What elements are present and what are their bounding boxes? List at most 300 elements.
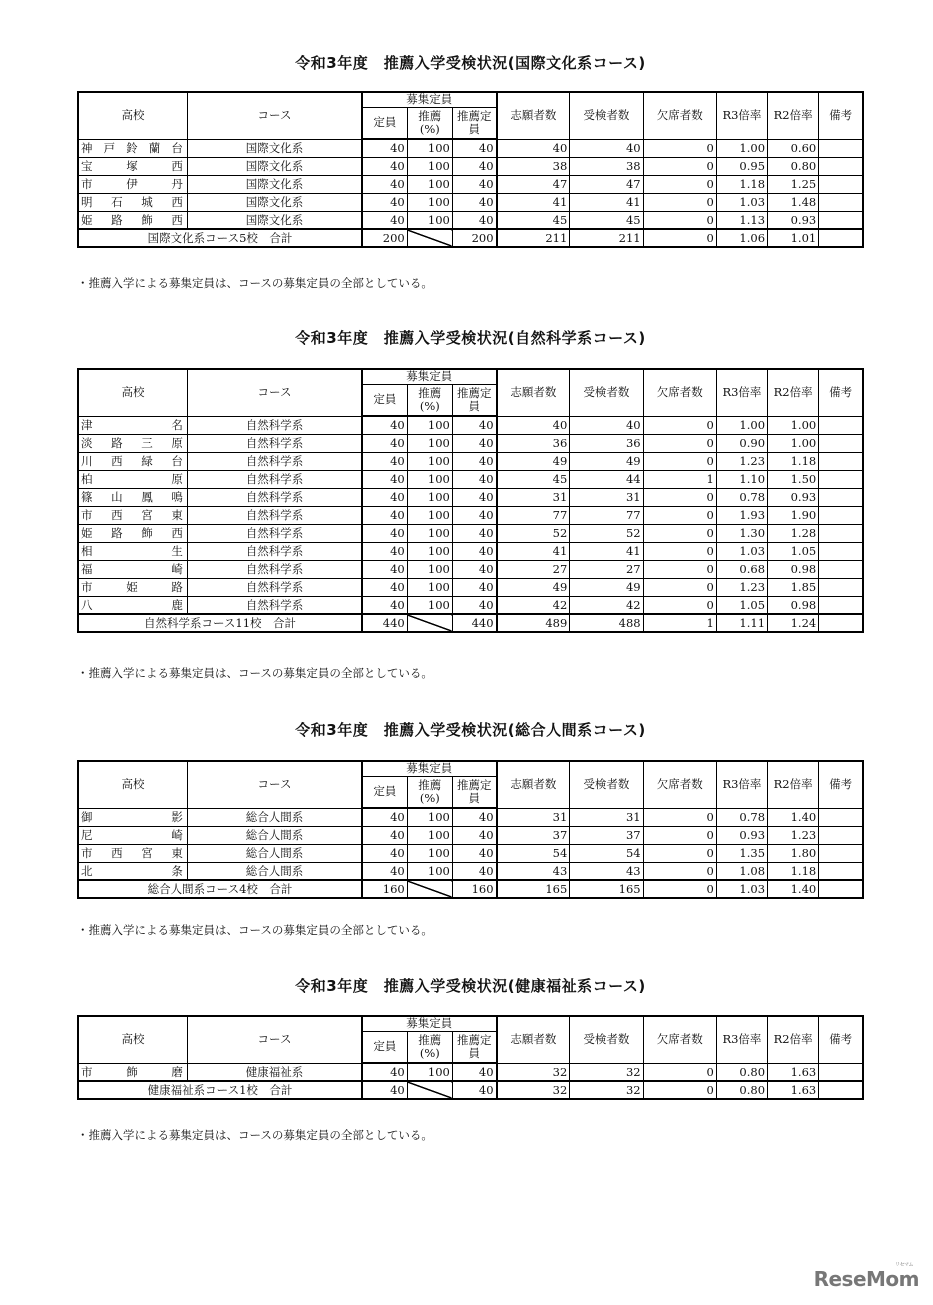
shigan: 31: [497, 488, 570, 506]
header-shigan: 志願者数: [497, 1016, 570, 1063]
school-name: 市西宮東: [78, 506, 187, 524]
header-boshu-group: 募集定員: [362, 369, 496, 384]
total-biko: [819, 614, 863, 632]
course-name: 自然科学系: [187, 470, 362, 488]
header-course: コース: [187, 1016, 362, 1063]
suisen-pct: 100: [407, 175, 452, 193]
r3-rate: 1.00: [716, 416, 767, 434]
suisen-teiin: 40: [452, 488, 496, 506]
total-r2: 1.24: [768, 614, 819, 632]
suisen-teiin: 40: [452, 596, 496, 614]
school-name: 尼崎: [78, 826, 187, 844]
suisen-teiin: 40: [452, 506, 496, 524]
shigan: 32: [497, 1063, 570, 1081]
r3-rate: 1.18: [716, 175, 767, 193]
kesseki: 0: [643, 826, 716, 844]
course-name: 自然科学系: [187, 452, 362, 470]
header-school: 高校: [78, 761, 187, 808]
header-school: 高校: [78, 1016, 187, 1063]
total-r2: 1.63: [768, 1081, 819, 1099]
r3-rate: 1.03: [716, 193, 767, 211]
exam-status-table: [77, 760, 864, 899]
total-juken: 165: [570, 880, 643, 898]
table-row: [78, 470, 863, 488]
suisen-pct: 100: [407, 434, 452, 452]
course-name: 国際文化系: [187, 211, 362, 229]
kesseki: 0: [643, 175, 716, 193]
total-row: [78, 1081, 863, 1099]
header-biko: 備考: [819, 1016, 863, 1063]
course-name: 自然科学系: [187, 506, 362, 524]
kesseki: 0: [643, 862, 716, 880]
header-boshu-group: 募集定員: [362, 761, 496, 776]
total-label: 国際文化系コース5校 合計: [78, 229, 362, 247]
suisen-teiin: 40: [452, 542, 496, 560]
shigan: 47: [497, 175, 570, 193]
shigan: 77: [497, 506, 570, 524]
school-name: 市西宮東: [78, 844, 187, 862]
school-name: 篠山鳳鳴: [78, 488, 187, 506]
teiin: 40: [362, 470, 407, 488]
header-biko: 備考: [819, 369, 863, 416]
header-kesseki: 欠席者数: [643, 369, 716, 416]
header-teiin: 定員: [362, 384, 407, 416]
table-row: [78, 808, 863, 826]
slash-cell: [407, 1081, 452, 1099]
teiin: 40: [362, 211, 407, 229]
juken: 42: [570, 596, 643, 614]
total-row: [78, 880, 863, 898]
header-suisen-teiin: 推薦定員: [452, 776, 496, 808]
header-course: コース: [187, 92, 362, 139]
biko: [819, 862, 863, 880]
shigan: 52: [497, 524, 570, 542]
juken: 44: [570, 470, 643, 488]
header-kesseki: 欠席者数: [643, 92, 716, 139]
total-juken: 488: [570, 614, 643, 632]
total-r2: 1.01: [768, 229, 819, 247]
biko: [819, 452, 863, 470]
course-name: 自然科学系: [187, 488, 362, 506]
table-row: [78, 826, 863, 844]
table-row: [78, 175, 863, 193]
teiin: 40: [362, 434, 407, 452]
juken: 49: [570, 578, 643, 596]
r3-rate: 1.35: [716, 844, 767, 862]
r2-rate: 1.28: [768, 524, 819, 542]
r3-rate: 1.23: [716, 578, 767, 596]
header-juken: 受検者数: [570, 369, 643, 416]
r2-rate: 0.60: [768, 139, 819, 157]
school-name: 御影: [78, 808, 187, 826]
total-shigan: 32: [497, 1081, 570, 1099]
shigan: 31: [497, 808, 570, 826]
kesseki: 0: [643, 524, 716, 542]
teiin: 40: [362, 1063, 407, 1081]
suisen-pct: 100: [407, 826, 452, 844]
kesseki: 0: [643, 808, 716, 826]
course-name: 自然科学系: [187, 434, 362, 452]
school-name: 福崎: [78, 560, 187, 578]
total-shigan: 165: [497, 880, 570, 898]
teiin: 40: [362, 560, 407, 578]
header-biko: 備考: [819, 761, 863, 808]
school-name: 相生: [78, 542, 187, 560]
biko: [819, 524, 863, 542]
school-name: 淡路三原: [78, 434, 187, 452]
suisen-teiin: 40: [452, 560, 496, 578]
r3-rate: 0.78: [716, 488, 767, 506]
juken: 31: [570, 808, 643, 826]
juken: 36: [570, 434, 643, 452]
header-course: コース: [187, 369, 362, 416]
course-name: 国際文化系: [187, 139, 362, 157]
shigan: 38: [497, 157, 570, 175]
suisen-teiin: 40: [452, 844, 496, 862]
kesseki: 0: [643, 1063, 716, 1081]
shigan: 41: [497, 542, 570, 560]
total-shigan: 211: [497, 229, 570, 247]
header-teiin: 定員: [362, 776, 407, 808]
juken: 38: [570, 157, 643, 175]
school-name: 姫路飾西: [78, 524, 187, 542]
r3-rate: 1.05: [716, 596, 767, 614]
header-boshu-group: 募集定員: [362, 92, 496, 107]
school-name: 川西緑台: [78, 452, 187, 470]
teiin: 40: [362, 542, 407, 560]
total-kesseki: 0: [643, 229, 716, 247]
course-name: 総合人間系: [187, 844, 362, 862]
footnote: ・推薦入学による募集定員は、コースの募集定員の全部としている。: [77, 1128, 433, 1142]
header-suisen-teiin: 推薦定員: [452, 1031, 496, 1063]
table-row: [78, 193, 863, 211]
r2-rate: 0.98: [768, 596, 819, 614]
teiin: 40: [362, 506, 407, 524]
kesseki: 0: [643, 139, 716, 157]
r3-rate: 1.03: [716, 542, 767, 560]
juken: 49: [570, 452, 643, 470]
total-biko: [819, 229, 863, 247]
suisen-teiin: 40: [452, 524, 496, 542]
table-row: [78, 434, 863, 452]
r2-rate: 1.05: [768, 542, 819, 560]
header-shigan: 志願者数: [497, 92, 570, 139]
slash-cell: [407, 880, 452, 898]
suisen-pct: 100: [407, 452, 452, 470]
r3-rate: 0.68: [716, 560, 767, 578]
header-r2: R2倍率: [768, 92, 819, 139]
r2-rate: 0.80: [768, 157, 819, 175]
total-suisen: 40: [452, 1081, 496, 1099]
teiin: 40: [362, 826, 407, 844]
header-r3: R3倍率: [716, 369, 767, 416]
kesseki: 0: [643, 157, 716, 175]
header-juken: 受検者数: [570, 92, 643, 139]
header-teiin: 定員: [362, 1031, 407, 1063]
r2-rate: 1.80: [768, 844, 819, 862]
juken: 43: [570, 862, 643, 880]
r3-rate: 0.80: [716, 1063, 767, 1081]
teiin: 40: [362, 452, 407, 470]
section-title: 令和3年度 推薦入学受検状況(自然科学系コース): [295, 329, 646, 347]
header-suisen-pct: 推薦(%): [407, 384, 452, 416]
r2-rate: 1.25: [768, 175, 819, 193]
kesseki: 0: [643, 211, 716, 229]
header-r3: R3倍率: [716, 1016, 767, 1063]
header-teiin: 定員: [362, 107, 407, 139]
total-juken: 32: [570, 1081, 643, 1099]
suisen-teiin: 40: [452, 862, 496, 880]
header-course: コース: [187, 761, 362, 808]
r2-rate: 1.48: [768, 193, 819, 211]
kesseki: 0: [643, 416, 716, 434]
table-row: [78, 542, 863, 560]
r2-rate: 0.93: [768, 211, 819, 229]
juken: 41: [570, 542, 643, 560]
biko: [819, 193, 863, 211]
total-label: 健康福祉系コース1校 合計: [78, 1081, 362, 1099]
table-row: [78, 524, 863, 542]
school-name: 市姫路: [78, 578, 187, 596]
teiin: 40: [362, 416, 407, 434]
suisen-teiin: 40: [452, 416, 496, 434]
table-row: [78, 416, 863, 434]
r3-rate: 1.10: [716, 470, 767, 488]
r3-rate: 0.90: [716, 434, 767, 452]
total-shigan: 489: [497, 614, 570, 632]
school-name: 津名: [78, 416, 187, 434]
footnote: ・推薦入学による募集定員は、コースの募集定員の全部としている。: [77, 276, 433, 290]
school-name: 神戸鈴蘭台: [78, 139, 187, 157]
table-row: [78, 139, 863, 157]
suisen-teiin: 40: [452, 452, 496, 470]
header-suisen-pct: 推薦(%): [407, 107, 452, 139]
suisen-pct: 100: [407, 596, 452, 614]
total-kesseki: 1: [643, 614, 716, 632]
slash-cell: [407, 614, 452, 632]
header-suisen-teiin: 推薦定員: [452, 107, 496, 139]
shigan: 49: [497, 578, 570, 596]
kesseki: 0: [643, 193, 716, 211]
header-kesseki: 欠席者数: [643, 761, 716, 808]
total-kesseki: 0: [643, 880, 716, 898]
kesseki: 0: [643, 506, 716, 524]
course-name: 国際文化系: [187, 157, 362, 175]
teiin: 40: [362, 157, 407, 175]
teiin: 40: [362, 139, 407, 157]
header-boshu-group: 募集定員: [362, 1016, 496, 1031]
kesseki: 0: [643, 434, 716, 452]
juken: 41: [570, 193, 643, 211]
suisen-teiin: 40: [452, 1063, 496, 1081]
table-row: [78, 452, 863, 470]
school-name: 明石城西: [78, 193, 187, 211]
r3-rate: 1.23: [716, 452, 767, 470]
kesseki: 0: [643, 452, 716, 470]
juken: 31: [570, 488, 643, 506]
section-title: 令和3年度 推薦入学受検状況(健康福祉系コース): [295, 977, 646, 995]
exam-status-table: [77, 368, 864, 633]
course-name: 国際文化系: [187, 193, 362, 211]
shigan: 54: [497, 844, 570, 862]
teiin: 40: [362, 175, 407, 193]
header-shigan: 志願者数: [497, 369, 570, 416]
suisen-teiin: 40: [452, 434, 496, 452]
biko: [819, 139, 863, 157]
total-r3: 1.11: [716, 614, 767, 632]
biko: [819, 578, 863, 596]
biko: [819, 434, 863, 452]
juken: 77: [570, 506, 643, 524]
course-name: 自然科学系: [187, 560, 362, 578]
total-biko: [819, 880, 863, 898]
total-label: 自然科学系コース11校 合計: [78, 614, 362, 632]
suisen-pct: 100: [407, 578, 452, 596]
r2-rate: 1.00: [768, 416, 819, 434]
total-teiin: 160: [362, 880, 407, 898]
header-juken: 受検者数: [570, 761, 643, 808]
header-r2: R2倍率: [768, 369, 819, 416]
total-suisen: 160: [452, 880, 496, 898]
suisen-teiin: 40: [452, 578, 496, 596]
r2-rate: 1.23: [768, 826, 819, 844]
r3-rate: 0.78: [716, 808, 767, 826]
total-teiin: 40: [362, 1081, 407, 1099]
biko: [819, 1063, 863, 1081]
school-name: 北条: [78, 862, 187, 880]
suisen-pct: 100: [407, 524, 452, 542]
suisen-pct: 100: [407, 488, 452, 506]
course-name: 自然科学系: [187, 596, 362, 614]
table-row: [78, 560, 863, 578]
school-name: 柏原: [78, 470, 187, 488]
total-r3: 0.80: [716, 1081, 767, 1099]
table-row: [78, 862, 863, 880]
r2-rate: 0.93: [768, 488, 819, 506]
r2-rate: 0.98: [768, 560, 819, 578]
table-row: [78, 157, 863, 175]
r2-rate: 1.85: [768, 578, 819, 596]
biko: [819, 416, 863, 434]
shigan: 40: [497, 416, 570, 434]
school-name: 八鹿: [78, 596, 187, 614]
suisen-teiin: 40: [452, 211, 496, 229]
total-kesseki: 0: [643, 1081, 716, 1099]
suisen-teiin: 40: [452, 826, 496, 844]
header-biko: 備考: [819, 92, 863, 139]
r3-rate: 1.93: [716, 506, 767, 524]
table-row: [78, 506, 863, 524]
kesseki: 0: [643, 542, 716, 560]
r3-rate: 1.13: [716, 211, 767, 229]
header-suisen-pct: 推薦(%): [407, 776, 452, 808]
school-name: 姫路飾西: [78, 211, 187, 229]
shigan: 45: [497, 211, 570, 229]
juken: 32: [570, 1063, 643, 1081]
r3-rate: 0.95: [716, 157, 767, 175]
shigan: 41: [497, 193, 570, 211]
teiin: 40: [362, 808, 407, 826]
suisen-pct: 100: [407, 862, 452, 880]
juken: 40: [570, 139, 643, 157]
section-title: 令和3年度 推薦入学受検状況(総合人間系コース): [295, 721, 646, 739]
teiin: 40: [362, 488, 407, 506]
r2-rate: 1.90: [768, 506, 819, 524]
header-suisen-pct: 推薦(%): [407, 1031, 452, 1063]
suisen-pct: 100: [407, 560, 452, 578]
school-name: 宝塚西: [78, 157, 187, 175]
total-r3: 1.06: [716, 229, 767, 247]
teiin: 40: [362, 193, 407, 211]
juken: 52: [570, 524, 643, 542]
suisen-teiin: 40: [452, 139, 496, 157]
suisen-pct: 100: [407, 542, 452, 560]
suisen-pct: 100: [407, 416, 452, 434]
r2-rate: 1.18: [768, 452, 819, 470]
total-suisen: 200: [452, 229, 496, 247]
logo-text: ReseMom: [813, 1267, 919, 1291]
teiin: 40: [362, 578, 407, 596]
biko: [819, 826, 863, 844]
suisen-teiin: 40: [452, 175, 496, 193]
r2-rate: 1.18: [768, 862, 819, 880]
total-label: 総合人間系コース4校 合計: [78, 880, 362, 898]
school-name: 市飾磨: [78, 1063, 187, 1081]
total-row: [78, 229, 863, 247]
kesseki: 1: [643, 470, 716, 488]
shigan: 49: [497, 452, 570, 470]
total-r3: 1.03: [716, 880, 767, 898]
suisen-teiin: 40: [452, 808, 496, 826]
biko: [819, 175, 863, 193]
course-name: 健康福祉系: [187, 1063, 362, 1081]
suisen-teiin: 40: [452, 157, 496, 175]
biko: [819, 506, 863, 524]
r2-rate: 1.63: [768, 1063, 819, 1081]
table-row: [78, 578, 863, 596]
course-name: 総合人間系: [187, 826, 362, 844]
shigan: 36: [497, 434, 570, 452]
juken: 54: [570, 844, 643, 862]
teiin: 40: [362, 862, 407, 880]
suisen-pct: 100: [407, 808, 452, 826]
header-suisen-teiin: 推薦定員: [452, 384, 496, 416]
teiin: 40: [362, 844, 407, 862]
suisen-pct: 100: [407, 844, 452, 862]
table-row: [78, 488, 863, 506]
r3-rate: 1.00: [716, 139, 767, 157]
total-row: [78, 614, 863, 632]
kesseki: 0: [643, 488, 716, 506]
r2-rate: 1.50: [768, 470, 819, 488]
suisen-pct: 100: [407, 139, 452, 157]
biko: [819, 560, 863, 578]
shigan: 27: [497, 560, 570, 578]
suisen-teiin: 40: [452, 193, 496, 211]
teiin: 40: [362, 596, 407, 614]
header-school: 高校: [78, 369, 187, 416]
shigan: 37: [497, 826, 570, 844]
biko: [819, 844, 863, 862]
header-r2: R2倍率: [768, 1016, 819, 1063]
total-biko: [819, 1081, 863, 1099]
header-school: 高校: [78, 92, 187, 139]
total-juken: 211: [570, 229, 643, 247]
total-teiin: 440: [362, 614, 407, 632]
course-name: 自然科学系: [187, 578, 362, 596]
course-name: 自然科学系: [187, 524, 362, 542]
shigan: 45: [497, 470, 570, 488]
